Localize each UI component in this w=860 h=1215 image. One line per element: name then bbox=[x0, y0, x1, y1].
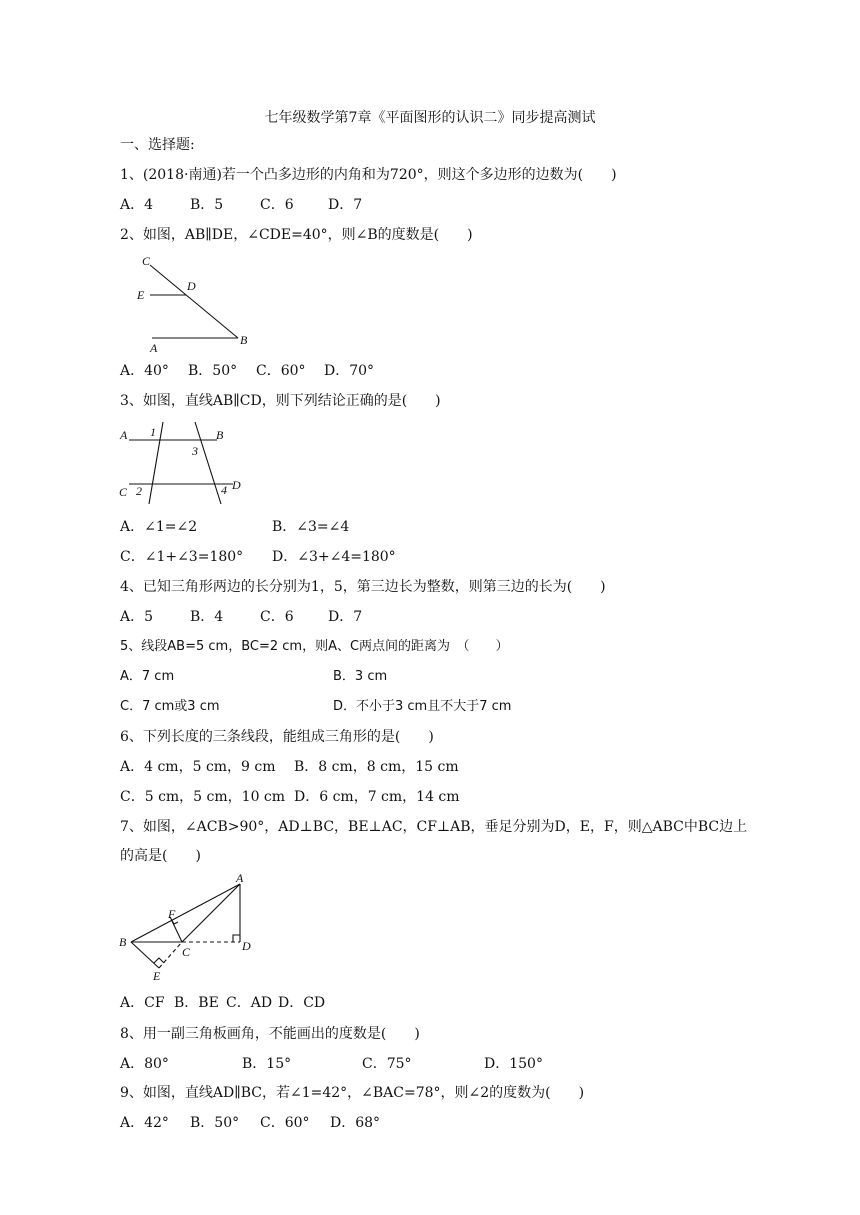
q7-option-b: B．BE bbox=[174, 995, 219, 1011]
q9-option-c: C．60° bbox=[260, 1115, 310, 1131]
q8-option-b: B．15° bbox=[242, 1056, 292, 1072]
q1-option-a: A．4 bbox=[120, 197, 154, 213]
q6-option-d: D．6 cm，7 cm，14 cm bbox=[294, 789, 460, 805]
q2-option-c: C．60° bbox=[256, 363, 306, 379]
question-7-stem: 7、如图，∠ACB>90°，AD⊥BC，BE⊥AC，CF⊥AB，垂足分别为D，E，F，则△ABC中BC边上 bbox=[120, 819, 748, 835]
q3-option-a: A．∠1=∠2 bbox=[120, 519, 198, 535]
q4-option-d: D．7 bbox=[328, 609, 363, 625]
q3-label-a: A bbox=[120, 428, 128, 442]
q2-label-c: C bbox=[142, 254, 151, 268]
q5-option-a: A．7 cm bbox=[120, 669, 175, 684]
q7-label-d: D bbox=[242, 939, 251, 953]
q2-label-b: B bbox=[240, 333, 248, 347]
q3-label-b: B bbox=[216, 428, 224, 442]
q7-label-e: E bbox=[153, 969, 161, 983]
q9-option-d: D．68° bbox=[330, 1115, 381, 1131]
q5-option-d: D．不小于3 cm且不大于7 cm bbox=[333, 699, 512, 714]
question-4-stem: 4、已知三角形两边的长分别为1，5，第三边长为整数，则第三边的长为( ) bbox=[120, 579, 606, 595]
question-6-stem: 6、下列长度的三条线段，能组成三角形的是( ) bbox=[120, 729, 434, 745]
q2-option-d: D．70° bbox=[324, 363, 375, 379]
q8-option-c: C．75° bbox=[362, 1056, 412, 1072]
question-7-stem-continued: 的高是( ) bbox=[120, 848, 201, 864]
question-3-stem: 3、如图，直线AB∥CD，则下列结论正确的是( ) bbox=[120, 393, 441, 409]
q2-label-a: A bbox=[150, 341, 158, 355]
q3-label-1: 1 bbox=[150, 425, 156, 439]
q6-option-a: A．4 cm，5 cm，9 cm bbox=[120, 759, 276, 775]
q3-label-4: 4 bbox=[221, 483, 227, 497]
q6-option-c: C．5 cm，5 cm，10 cm bbox=[120, 789, 286, 805]
q8-option-d: D．150° bbox=[484, 1056, 543, 1072]
q1-option-d: D．7 bbox=[328, 197, 363, 213]
q7-label-a: A bbox=[236, 871, 244, 885]
q5-option-c: C．7 cm或3 cm bbox=[120, 699, 220, 714]
q4-option-c: C．6 bbox=[260, 609, 294, 625]
q8-option-a: A．80° bbox=[120, 1056, 169, 1072]
question-1-stem: 1、(2018·南通)若一个凸多边形的内角和为720°，则这个多边形的边数为( ) bbox=[120, 167, 617, 183]
q3-label-d: D bbox=[232, 478, 241, 492]
q3-option-c: C．∠1+∠3=180° bbox=[120, 549, 244, 565]
q7-figure bbox=[115, 870, 265, 985]
q1-option-c: C．6 bbox=[260, 197, 294, 213]
q7-label-c: C bbox=[182, 945, 191, 959]
q3-figure bbox=[115, 418, 255, 508]
page-title: 七年级数学第7章《平面图形的认识二》同步提高测试 bbox=[264, 110, 596, 126]
question-2-stem: 2、如图，AB∥DE，∠CDE=40°，则∠B的度数是( ) bbox=[120, 227, 473, 243]
q3-option-b: B．∠3=∠4 bbox=[272, 519, 350, 535]
q6-option-b: B．8 cm，8 cm，15 cm bbox=[294, 759, 459, 775]
q3-option-d: D．∠3+∠4=180° bbox=[272, 549, 396, 565]
q3-label-2: 2 bbox=[136, 484, 142, 498]
q2-figure bbox=[130, 250, 260, 360]
q2-option-a: A．40° bbox=[120, 363, 169, 379]
q7-label-f: F bbox=[168, 907, 176, 921]
question-8-stem: 8、用一副三角板画角，不能画出的度数是( ) bbox=[120, 1026, 420, 1042]
q2-option-b: B．50° bbox=[188, 363, 238, 379]
q7-label-b: B bbox=[119, 935, 127, 949]
question-9-stem: 9、如图，直线AD∥BC，若∠1=42°，∠BAC=78°，则∠2的度数为( ) bbox=[120, 1085, 585, 1101]
q1-option-b: B．5 bbox=[190, 197, 224, 213]
q7-option-c: C．AD bbox=[226, 995, 273, 1011]
q3-label-3: 3 bbox=[192, 444, 198, 458]
q4-option-b: B．4 bbox=[190, 609, 224, 625]
q9-option-a: A．42° bbox=[120, 1115, 169, 1131]
question-5-stem: 5、线段AB=5 cm，BC=2 cm，则A、C两点间的距离为 （ ） bbox=[120, 639, 509, 654]
q2-label-d: D bbox=[187, 279, 196, 293]
section-heading: 一、选择题: bbox=[120, 137, 195, 153]
q3-label-c: C bbox=[119, 485, 128, 499]
q5-option-b: B．3 cm bbox=[333, 669, 388, 684]
q7-option-a: A．CF bbox=[120, 995, 165, 1011]
q9-option-b: B．50° bbox=[190, 1115, 240, 1131]
q7-option-d: D．CD bbox=[278, 995, 326, 1011]
q4-option-a: A．5 bbox=[120, 609, 154, 625]
q2-label-e: E bbox=[137, 288, 145, 302]
